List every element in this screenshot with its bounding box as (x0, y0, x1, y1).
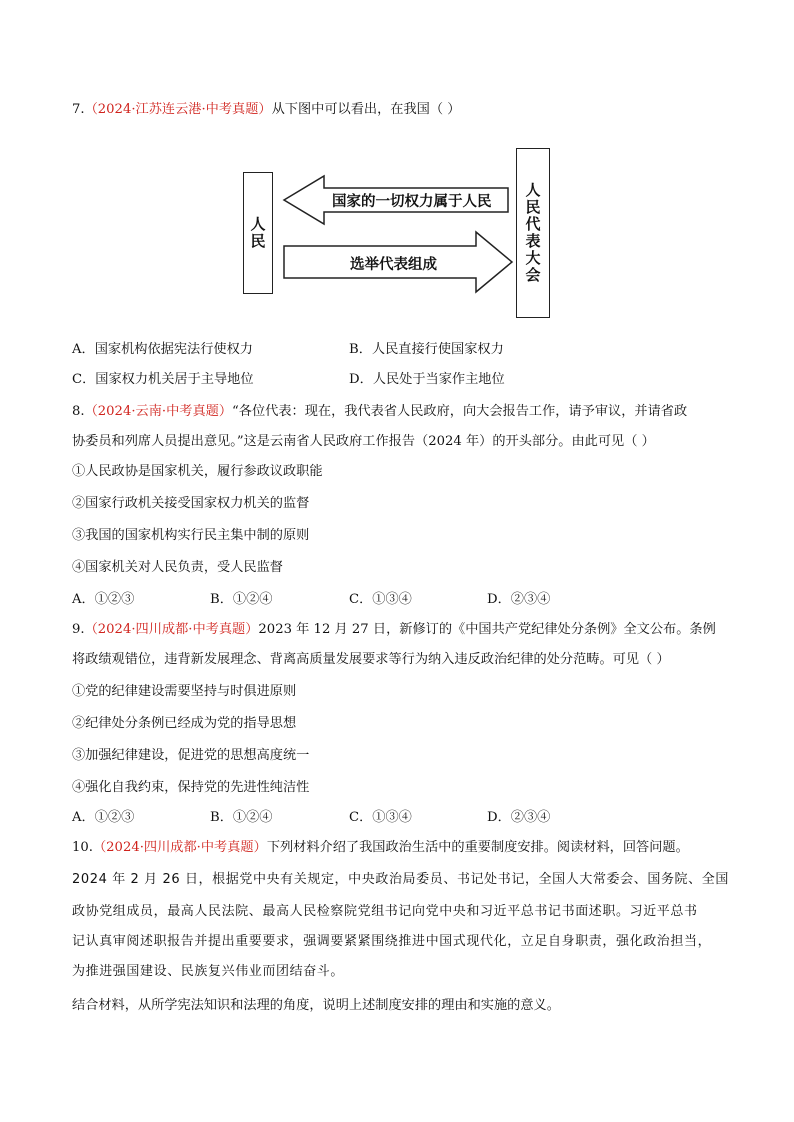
q7-stem: 从下图中可以看出，在我国（ ） (271, 102, 461, 117)
q8-item-1: ①人民政协是国家机关，履行参政议政职能 (72, 464, 323, 479)
q9-item-4: ④强化自我约束，保持党的先进性纯洁性 (72, 780, 310, 795)
q9-option-b: B．①②④ (210, 810, 273, 825)
q10-source: （2024·四川成都·中考真题） (92, 840, 267, 855)
q9-number: 9. (72, 622, 85, 637)
q8-stem-line2: 协委员和列席人员提出意见。”这是云南省人民政府工作报告（2024 年）的开头部分。由此可见（ ） (72, 434, 655, 449)
q9-stem-line1 (72, 620, 716, 640)
q9-option-d: D．②③④ (487, 810, 551, 825)
q10-question: 结合材料，从所学宪法知识和法理的角度，说明上述制度安排的理由和实施的意义。 (72, 998, 560, 1013)
q7-option-b: B．人民直接行使国家权力 (349, 342, 504, 357)
q8-source: （2024·云南·中考真题） (84, 404, 233, 419)
q8-number: 8. (72, 404, 85, 419)
q10-material-line-3: 记认真审阅述职报告并提出重要要求，强调要紧紧围绕推进中国式现代化，立足自身职责，强化政治担当， (72, 934, 712, 949)
q10-number: 10. (72, 840, 93, 855)
q8-option-a: A．①②③ (72, 592, 135, 607)
congress-box-label: 人民代表大会 (523, 182, 542, 284)
q7-source: （2024·江苏连云港·中考真题） (84, 102, 272, 117)
q7-stem-line (72, 100, 460, 120)
q10-material-line-4: 为推进强国建设、民族复兴伟业而团结奋斗。 (72, 964, 345, 979)
q8-item-2: ②国家行政机关接受国家权力机关的监督 (72, 496, 310, 511)
q7-option-c: C．国家权力机关居于主导地位 (72, 372, 254, 387)
q10-material-line-1: 2024 年 2 月 26 日，根据党中央有关规定，中央政治局委员、书记处书记，全国人大常委会、国务院、全国 (72, 872, 729, 887)
q10-stem-line (72, 838, 689, 858)
q9-item-1: ①党的纪律建设需要坚持与时俱进原则 (72, 684, 297, 699)
q8-stem-line1 (72, 402, 687, 422)
q7-number: 7. (72, 102, 85, 117)
q7-option-a: A．国家机构依据宪法行使权力 (72, 342, 253, 357)
q9-stem-line2: 将政绩观错位，违背新发展理念、背离高质量发展要求等行为纳入违反政治纪律的处分范畴。可见（ ） (72, 652, 670, 667)
q8-option-d: D．②③④ (487, 592, 551, 607)
diagram-arrows (240, 148, 560, 320)
q8-item-4: ④国家机关对人民负责，受人民监督 (72, 560, 283, 575)
q9-source: （2024·四川成都·中考真题） (84, 622, 259, 637)
right-arrow-label: 选举代表组成 (350, 257, 437, 273)
q10-stem: 下列材料介绍了我国政治生活中的重要制度安排。阅读材料，回答问题。 (266, 840, 689, 855)
q9-option-c: C．①③④ (349, 810, 412, 825)
q7-diagram (240, 148, 560, 320)
q8-stem1: “各位代表：现在，我代表省人民政府，向大会报告工作，请予审议，并请省政 (232, 404, 688, 419)
left-arrow-label: 国家的一切权力属于人民 (332, 194, 492, 210)
q8-option-c: C．①③④ (349, 592, 412, 607)
people-box-label: 人民 (248, 216, 267, 250)
q9-item-2: ②纪律处分条例已经成为党的指导思想 (72, 716, 297, 731)
q8-option-b: B．①②④ (210, 592, 273, 607)
q9-option-a: A．①②③ (72, 810, 135, 825)
q9-item-3: ③加强纪律建设，促进党的思想高度统一 (72, 748, 310, 763)
q8-item-3: ③我国的国家机构实行民主集中制的原则 (72, 528, 310, 543)
q9-stem1: 2023 年 12 月 27 日，新修订的《中国共产党纪律处分条例》全文公布。条例 (258, 622, 716, 637)
q7-option-d: D．人民处于当家作主地位 (349, 372, 505, 387)
q10-material-line-2: 政协党组成员，最高人民法院、最高人民检察院党组书记向党中央和习近平总书记书面述职。习近平总书 (72, 904, 698, 919)
